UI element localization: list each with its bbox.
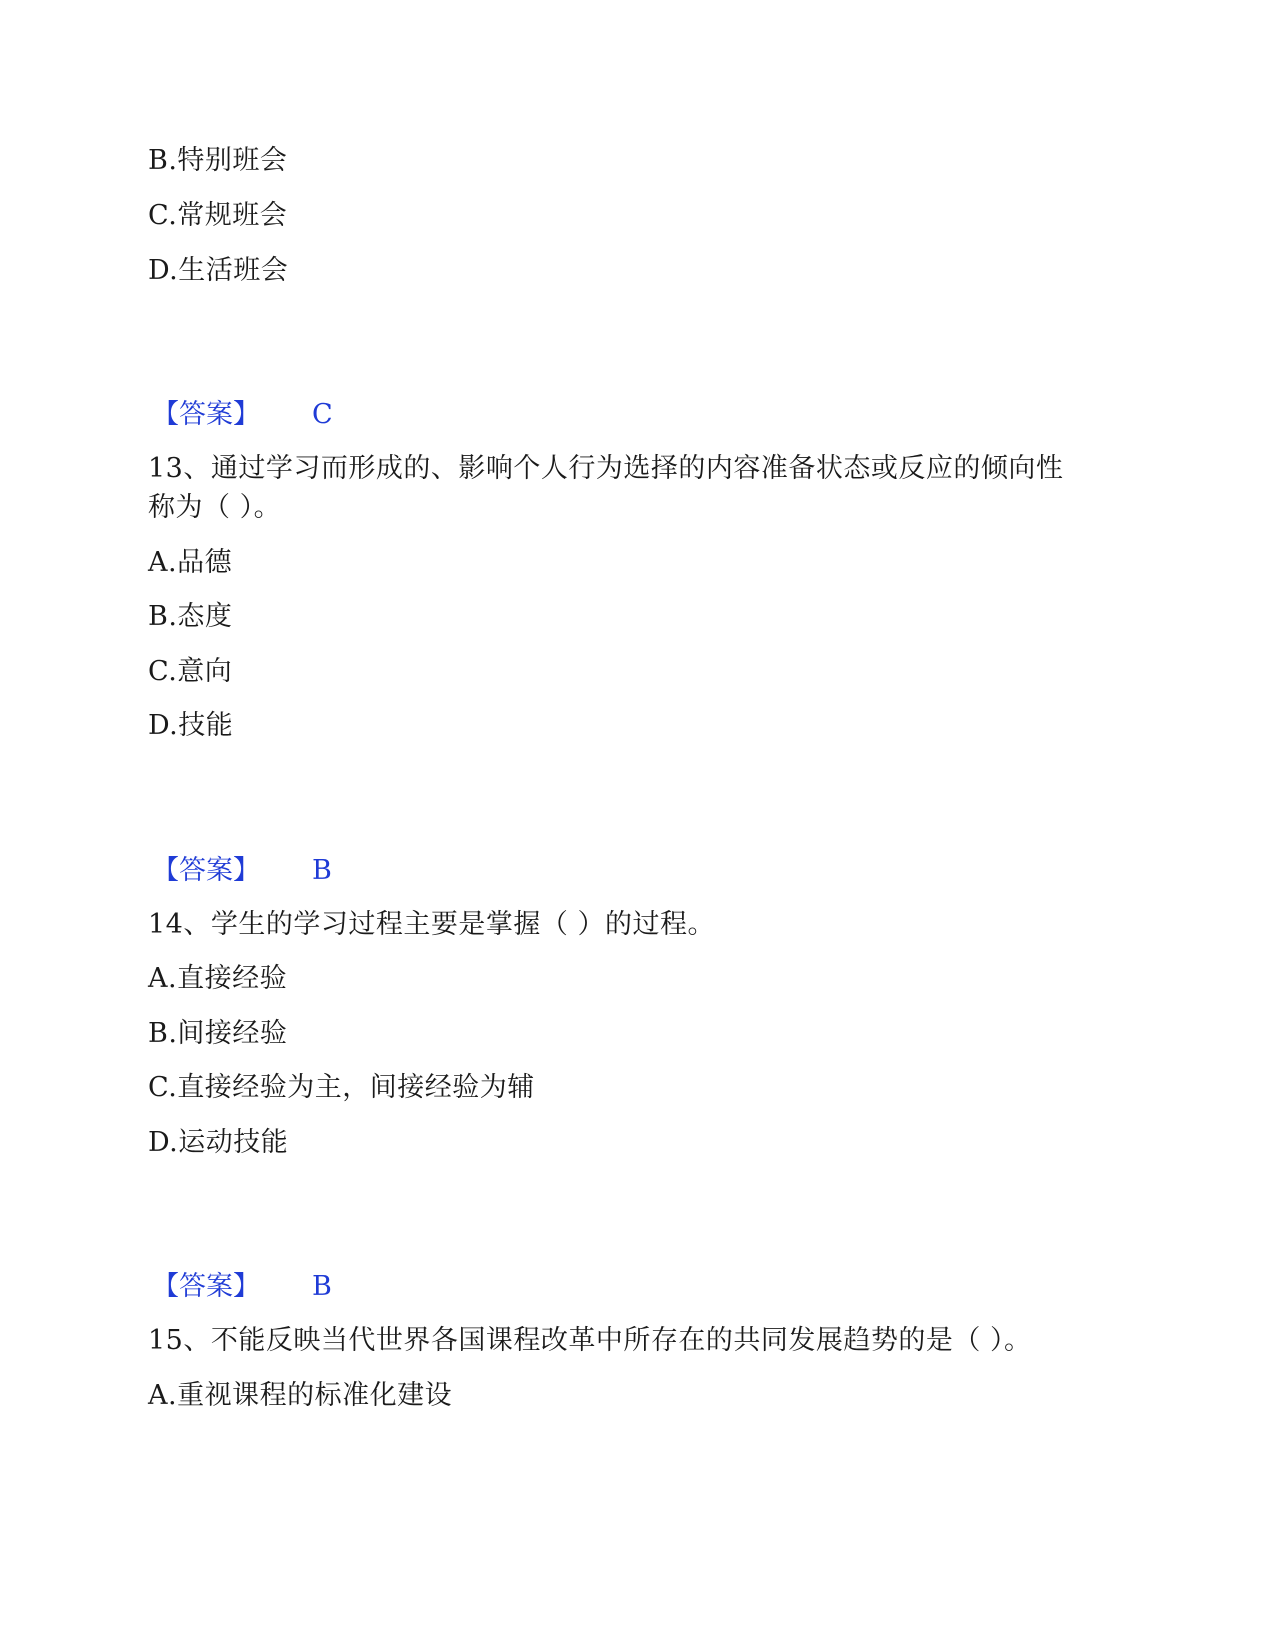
q13-answer: [152, 854, 332, 888]
q15-option-a: A.重视课程的标准化建设: [148, 1380, 453, 1411]
answer-label: 【答案】: [152, 399, 260, 430]
q15-stem: 15、不能反映当代世界各国课程改革中所存在的共同发展趋势的是（ ）。: [148, 1325, 1032, 1356]
q12-option-c: C.常规班会: [148, 200, 288, 231]
q14-option-d: D.运动技能: [148, 1127, 289, 1158]
answer-label: 【答案】: [152, 855, 260, 886]
q12-option-b-real: B.特别班会: [148, 145, 288, 176]
answer-label: 【答案】: [152, 1271, 260, 1302]
q14-option-a: A.直接经验: [148, 963, 288, 994]
answer-value: C: [312, 399, 333, 430]
answer-value: B: [312, 1271, 332, 1302]
q12-option-d: D.生活班会: [148, 255, 289, 286]
q13-option-a: A.品德: [148, 547, 233, 578]
q13-option-c: C.意向: [148, 656, 233, 687]
answer-value: B: [312, 855, 332, 886]
q14-option-c: C.直接经验为主，间接经验为辅: [148, 1072, 535, 1103]
q13-stem-line2: 称为（ ）。: [148, 492, 282, 523]
q13-option-d: D.技能: [148, 710, 234, 741]
q13-option-b: B.态度: [148, 601, 233, 632]
q13-stem-line1: 13、通过学习而形成的、影响个人行为选择的内容准备状态或反应的倾向性: [148, 453, 1064, 484]
q14-answer: [152, 1270, 332, 1304]
q12-answer: [152, 398, 333, 432]
q14-stem: 14、学生的学习过程主要是掌握（ ）的过程。: [148, 909, 715, 940]
q14-option-b: B.间接经验: [148, 1018, 288, 1049]
